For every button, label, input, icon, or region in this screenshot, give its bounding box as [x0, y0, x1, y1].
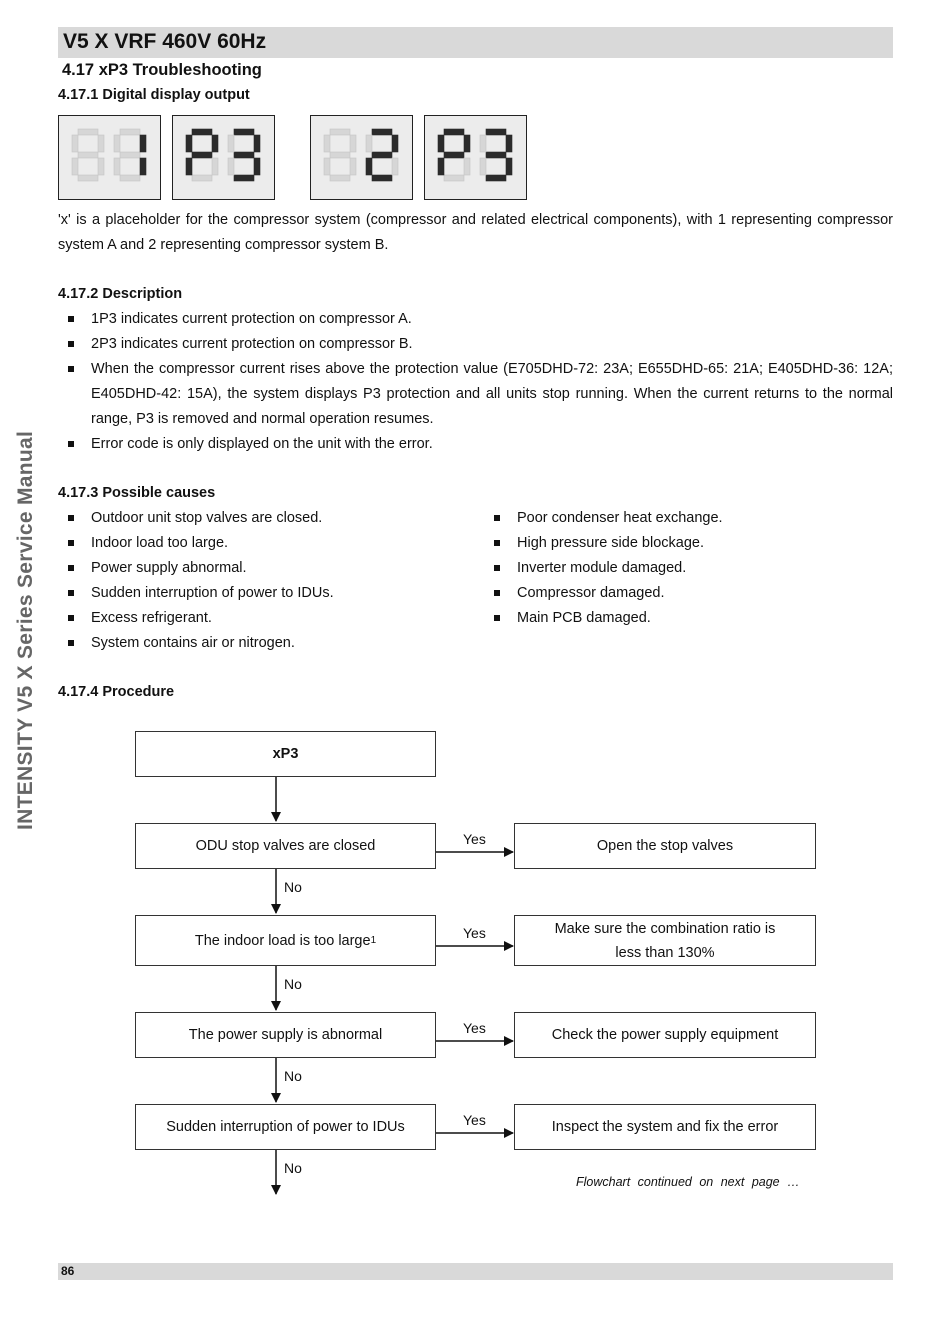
no-label: No	[284, 1068, 302, 1084]
flow-action-box: Inspect the system and fix the error	[514, 1104, 816, 1150]
flow-action-box: Make sure the combination ratio is less than 130%	[514, 915, 816, 966]
flow-check-text: The indoor load is too large	[194, 932, 371, 949]
page-number: 86	[61, 1264, 75, 1278]
no-label: No	[284, 879, 302, 895]
no-label: No	[284, 1160, 302, 1176]
display-note: 'x' is a placeholder for the compressor system (compressor and related electrical components), with 1 representing compressor system A and 2 representing compressor system B.	[58, 212, 893, 253]
cause-item: Poor condenser heat exchange.	[484, 506, 884, 531]
cause-item: Inverter module damaged.	[484, 556, 884, 581]
flowchart-continued-note: Flowchart continued on next page …	[576, 1175, 800, 1189]
no-label: No	[284, 976, 302, 992]
cause-item: Indoor load too large.	[58, 531, 478, 556]
cause-item: Sudden interruption of power to IDUs.	[58, 581, 478, 606]
flow-check-box	[135, 915, 436, 966]
procedure-heading: 4.17.4 Procedure	[58, 684, 175, 700]
cause-item: Main PCB damaged.	[484, 606, 884, 631]
description-item: Error code is only displayed on the unit with the error.	[58, 432, 893, 457]
cause-item: High pressure side blockage.	[484, 531, 884, 556]
yes-label: Yes	[463, 831, 486, 847]
cause-item: Outdoor unit stop valves are closed.	[58, 506, 478, 531]
footer-bar	[58, 1263, 893, 1280]
description-item: When the compressor current rises above the protection value (E705DHD-72: 23A; E655DHD-65: 21A; E405DHD-36: 12A; E405DHD-42: 15A), the system displays P3 protection and all units stop running. When the current returns to the normal range, P3 is removed and normal operation resumes.	[58, 357, 893, 432]
document-title: V5 X VRF 460V 60Hz	[63, 30, 267, 53]
cause-item: Excess refrigerant.	[58, 606, 478, 631]
footnote-marker: 1	[370, 934, 377, 946]
flow-start-box: xP3	[135, 731, 436, 777]
flow-check-box: Sudden interruption of power to IDUs	[135, 1104, 436, 1150]
description-item: 2P3 indicates current protection on compressor B.	[58, 332, 893, 357]
description-heading: 4.17.2 Description	[58, 286, 183, 302]
cause-item: Compressor damaged.	[484, 581, 884, 606]
yes-label: Yes	[463, 925, 486, 941]
flow-action-box: Open the stop valves	[514, 823, 816, 869]
causes-heading: 4.17.3 Possible causes	[58, 485, 216, 501]
yes-label: Yes	[463, 1112, 486, 1128]
sidebar-manual-title: INTENSITY V5 X Series Service Manual	[14, 430, 37, 830]
yes-label: Yes	[463, 1020, 486, 1036]
flow-check-box: The power supply is abnormal	[135, 1012, 436, 1058]
flow-check-box: ODU stop valves are closed	[135, 823, 436, 869]
cause-item: System contains air or nitrogen.	[58, 631, 478, 656]
display-output-heading: 4.17.1 Digital display output	[58, 87, 250, 103]
section-title: 4.17 xP3 Troubleshooting	[62, 61, 262, 79]
description-item: 1P3 indicates current protection on compressor A.	[58, 307, 893, 332]
flow-action-box: Check the power supply equipment	[514, 1012, 816, 1058]
cause-item: Power supply abnormal.	[58, 556, 478, 581]
